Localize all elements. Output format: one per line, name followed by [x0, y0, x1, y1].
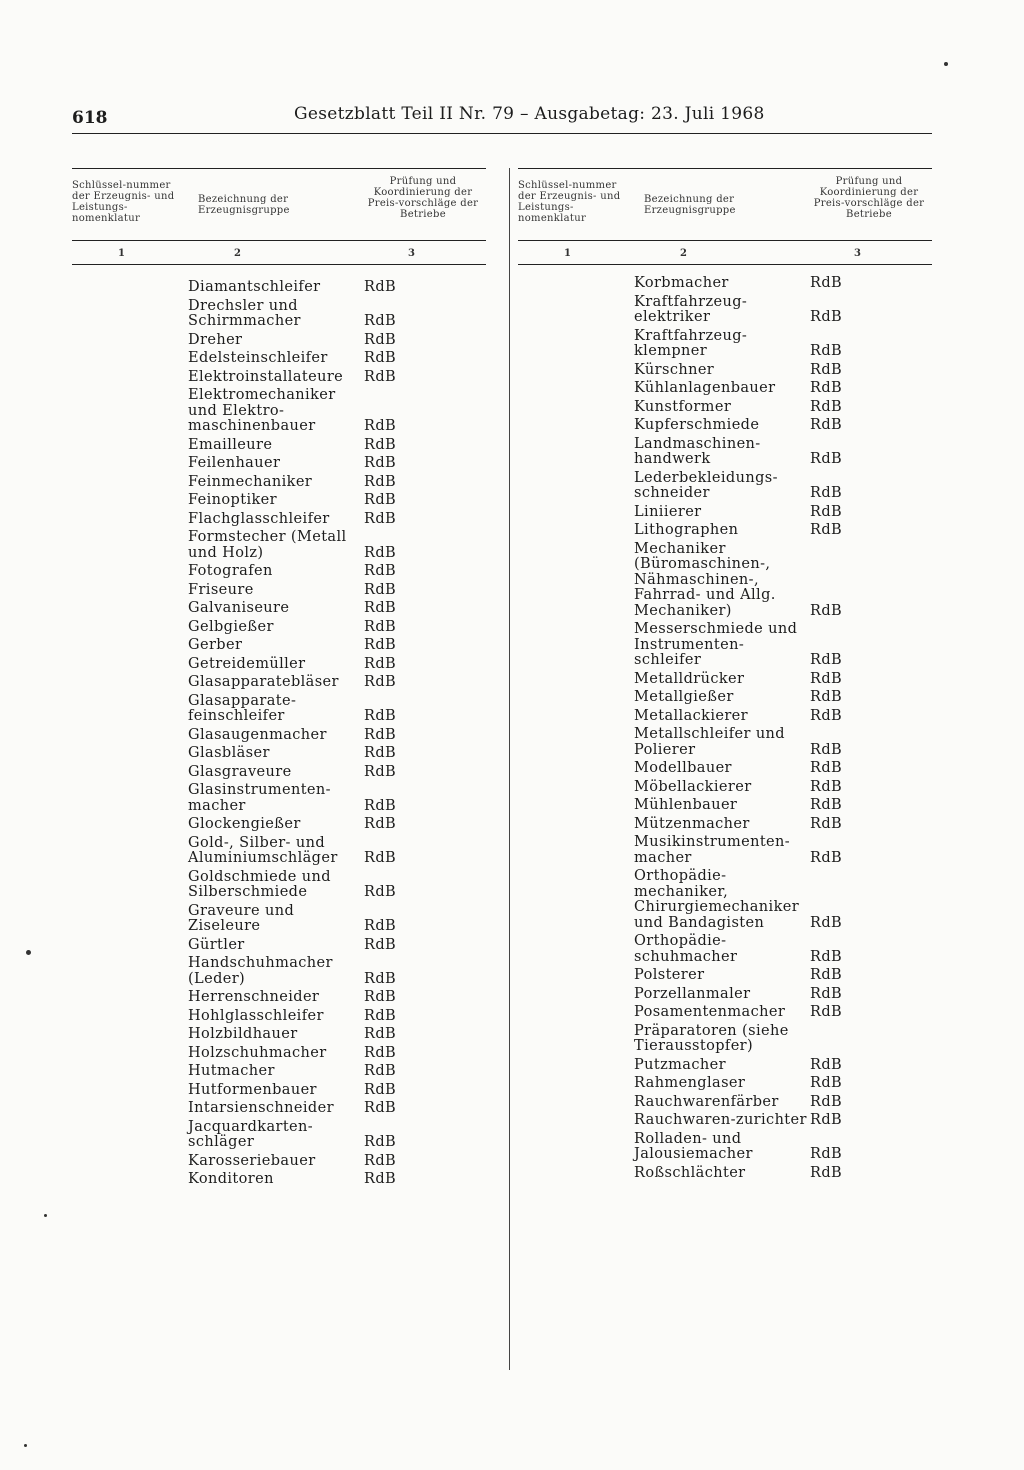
header-group-name: Bezeichnung der Erzeugnisgruppe — [644, 194, 736, 216]
group-name: Formstecher (Metall und Holz) — [188, 529, 347, 561]
table-number-rule — [518, 264, 932, 265]
entry-list — [634, 276, 934, 1184]
responsible-body: RdB — [810, 797, 843, 813]
responsible-body: RdB — [810, 778, 843, 795]
responsible-body: RdB — [364, 708, 397, 724]
group-name: Kühlanlagenbauer — [634, 380, 776, 396]
responsible-body: RdB — [364, 1044, 397, 1061]
group-name: Gold-, Silber- und Aluminiumschläger — [188, 834, 338, 866]
group-name: Hohlglasschleifer — [188, 1007, 324, 1024]
responsible-body: RdB — [364, 581, 397, 598]
group-name: Fotografen — [188, 563, 273, 579]
table-row — [634, 276, 934, 292]
group-name: Lederbekleidungs-schneider — [634, 469, 778, 501]
group-name: Musikinstrumenten-macher — [634, 834, 791, 866]
responsible-body: RdB — [364, 1152, 397, 1169]
table-row — [634, 869, 934, 931]
group-name: Getreidemüller — [188, 655, 306, 672]
table-row — [634, 987, 934, 1003]
group-name: Kupferschmiede — [634, 417, 760, 433]
responsible-body: RdB — [810, 741, 843, 758]
group-name: Rauchwarenfärber — [634, 1093, 779, 1110]
group-name: Glasgraveure — [188, 763, 292, 780]
responsible-body: RdB — [364, 436, 397, 453]
group-name: Roßschlächter — [634, 1164, 746, 1181]
group-name: Kunstformer — [634, 398, 732, 415]
responsible-body: RdB — [364, 313, 397, 329]
page-header — [72, 104, 932, 134]
table-header-rule — [518, 240, 932, 241]
group-name: Feinoptiker — [188, 492, 277, 508]
responsible-body: RdB — [810, 707, 843, 724]
column-number-3: 3 — [408, 248, 415, 259]
responsible-body: RdB — [810, 602, 843, 619]
responsible-body: RdB — [364, 936, 397, 953]
responsible-body: RdB — [364, 1063, 397, 1079]
table-row — [188, 564, 488, 580]
group-name: Konditoren — [188, 1171, 274, 1187]
responsible-body: RdB — [810, 1164, 843, 1181]
responsible-body: RdB — [364, 1171, 397, 1187]
responsible-body: RdB — [364, 1026, 397, 1042]
table-row — [634, 1166, 934, 1182]
responsible-body: RdB — [810, 849, 843, 866]
responsible-body: RdB — [810, 522, 843, 538]
group-name: Modellbauer — [634, 760, 732, 776]
responsible-body: RdB — [364, 763, 397, 780]
table-row — [634, 523, 934, 539]
table-row — [188, 1046, 488, 1062]
table-row — [634, 690, 934, 706]
table-row — [188, 675, 488, 691]
responsible-body: RdB — [810, 670, 843, 687]
table-row — [188, 438, 488, 454]
table-header-rule — [72, 240, 486, 241]
table-row — [188, 1009, 488, 1025]
group-name: Metallschleifer und Polierer — [634, 726, 785, 758]
group-name: Friseure — [188, 581, 254, 598]
table-row — [188, 1101, 488, 1117]
table-row — [634, 761, 934, 777]
table-row — [634, 1095, 934, 1111]
column-number-2: 2 — [680, 248, 687, 259]
page-title: Gesetzblatt Teil II Nr. 79 – Ausgabetag: 23. Juli 1968 — [294, 104, 765, 124]
responsible-body: RdB — [810, 361, 843, 378]
group-name: Korbmacher — [634, 275, 729, 291]
table-row — [188, 512, 488, 528]
table-row — [188, 601, 488, 617]
responsible-body: RdB — [810, 343, 843, 359]
responsible-body: RdB — [810, 451, 843, 467]
responsible-body: RdB — [364, 918, 397, 934]
group-name: Kürschner — [634, 361, 715, 378]
table-row — [188, 1064, 488, 1080]
group-name: Glasapparate-feinschleifer — [188, 692, 297, 724]
group-name: Glasinstrumenten-macher — [188, 782, 331, 814]
responsible-body: RdB — [810, 1093, 843, 1110]
group-name: Handschuhmacher (Leder) — [188, 955, 333, 987]
responsible-body: RdB — [364, 1100, 397, 1116]
table-top-rule — [518, 168, 932, 169]
table-row — [634, 329, 934, 360]
group-name: Drechsler und Schirmmacher — [188, 297, 301, 329]
table-row — [188, 728, 488, 744]
table-row — [188, 620, 488, 636]
table-row — [634, 798, 934, 814]
group-name: Kraftfahrzeug-klempner — [634, 327, 748, 359]
group-name: Möbellackierer — [634, 778, 752, 795]
responsible-body: RdB — [364, 1007, 397, 1024]
responsible-body: RdB — [364, 726, 397, 743]
group-name: Hutmacher — [188, 1063, 275, 1079]
group-name: Messerschmiede und Instrumenten-schleifer — [634, 621, 798, 668]
header-key-number: Schlüssel-nummer der Erzeugnis- und Leistungs-nomenklatur — [518, 180, 621, 224]
table-row — [188, 694, 488, 725]
table-row — [188, 1120, 488, 1151]
table-row — [188, 583, 488, 599]
responsible-body: RdB — [810, 985, 843, 1002]
responsible-body: RdB — [364, 797, 397, 814]
group-name: Metallackierer — [634, 707, 748, 724]
group-name: Herrenschneider — [188, 989, 320, 1005]
column-number-1: 1 — [564, 248, 571, 259]
responsible-body: RdB — [810, 652, 843, 668]
table-row — [188, 388, 488, 435]
table-row — [634, 672, 934, 688]
table-row — [188, 1083, 488, 1099]
group-name: Putzmacher — [634, 1056, 726, 1073]
responsible-body: RdB — [810, 1112, 843, 1128]
responsible-body: RdB — [364, 350, 397, 366]
table-row — [634, 542, 934, 620]
group-name: Polsterer — [634, 967, 705, 983]
responsible-body: RdB — [364, 816, 397, 832]
responsible-body: RdB — [810, 1056, 843, 1073]
responsible-body: RdB — [810, 380, 843, 396]
responsible-body: RdB — [364, 473, 397, 490]
table-row — [634, 727, 934, 758]
group-name: Jacquardkarten-schläger — [188, 1118, 314, 1150]
table-row — [188, 1154, 488, 1170]
group-name: Gürtler — [188, 936, 245, 953]
table-row — [634, 295, 934, 326]
group-name: Glasbläser — [188, 745, 270, 761]
group-name: Graveure und Ziseleure — [188, 902, 295, 934]
responsible-body: RdB — [810, 1146, 843, 1162]
table-row — [188, 456, 488, 472]
group-name: Mützenmacher — [634, 815, 750, 832]
column-divider — [509, 168, 510, 1370]
table-row — [188, 870, 488, 901]
responsible-body: RdB — [810, 503, 843, 520]
responsible-body: RdB — [364, 745, 397, 761]
group-name: Glockengießer — [188, 816, 301, 832]
table-row — [634, 622, 934, 669]
table-row — [634, 1058, 934, 1074]
table-row — [634, 934, 934, 965]
group-name: Rauchwaren-zurichter — [634, 1112, 807, 1128]
group-name: Gerber — [188, 637, 243, 653]
table-top-rule — [72, 168, 486, 169]
group-name: Dreher — [188, 331, 243, 348]
table-row — [188, 638, 488, 654]
table-row — [188, 299, 488, 330]
table-row — [634, 1024, 934, 1055]
column-number-3: 3 — [854, 248, 861, 259]
responsible-body: RdB — [364, 850, 397, 866]
table-row — [634, 505, 934, 521]
responsible-body: RdB — [364, 418, 397, 434]
header-rule — [72, 133, 932, 134]
header-group-name: Bezeichnung der Erzeugnisgruppe — [198, 194, 290, 216]
table-row — [188, 904, 488, 935]
group-name: Mechaniker (Büromaschinen-, Nähmaschinen-, Fahrrad- und Allg. Mechaniker) — [634, 540, 776, 619]
table-row — [188, 657, 488, 673]
scan-speck — [944, 62, 948, 66]
table-row — [188, 351, 488, 367]
responsible-body: RdB — [364, 637, 397, 653]
group-name: Edelsteinschleifer — [188, 350, 328, 366]
table-row — [188, 333, 488, 349]
responsible-body: RdB — [810, 914, 843, 931]
table-row — [188, 493, 488, 509]
responsible-body: RdB — [364, 989, 397, 1005]
group-name: Goldschmiede und Silberschmiede — [188, 868, 331, 900]
responsible-body: RdB — [364, 279, 397, 295]
group-name: Orthopädie-mechaniker, Chirurgiemechaniker und Bandagisten — [634, 868, 800, 931]
group-name: Feinmechaniker — [188, 473, 313, 490]
responsible-body: RdB — [810, 948, 843, 965]
table-row — [634, 780, 934, 796]
group-name: Orthopädie-schuhmacher — [634, 933, 738, 965]
responsible-body: RdB — [810, 485, 843, 501]
group-name: Mühlenbauer — [634, 797, 738, 813]
group-name: Glasaugenmacher — [188, 726, 327, 743]
responsible-body: RdB — [364, 618, 397, 635]
table-row — [188, 783, 488, 814]
scan-speck — [44, 1214, 47, 1217]
column-number-1: 1 — [118, 248, 125, 259]
table-row — [634, 835, 934, 866]
responsible-body: RdB — [364, 600, 397, 616]
table-row — [634, 1005, 934, 1021]
group-name: Rolladen- und Jalousiemacher — [634, 1130, 753, 1162]
responsible-body: RdB — [810, 689, 843, 705]
responsible-body: RdB — [364, 492, 397, 508]
group-name: Landmaschinen-handwerk — [634, 435, 761, 467]
group-name: Galvaniseure — [188, 600, 290, 616]
header-key-number: Schlüssel-nummer der Erzeugnis- und Leistungs-nomenklatur — [72, 180, 175, 224]
group-name: Gelbgießer — [188, 618, 274, 635]
table-row — [634, 817, 934, 833]
responsible-body: RdB — [364, 544, 397, 561]
header-price-review: Prüfung und Koordinierung der Preis-vorschläge der Betriebe — [813, 176, 925, 220]
table-row — [634, 400, 934, 416]
table-row — [634, 1132, 934, 1163]
responsible-body: RdB — [810, 309, 843, 325]
responsible-body: RdB — [810, 275, 843, 291]
table-row — [188, 817, 488, 833]
responsible-body: RdB — [810, 815, 843, 832]
group-name: Holzschuhmacher — [188, 1044, 327, 1061]
group-name: Metalldrücker — [634, 670, 745, 687]
group-name: Diamantschleifer — [188, 279, 321, 295]
group-name: Intarsienschneider — [188, 1100, 334, 1116]
table-row — [188, 938, 488, 954]
responsible-body: RdB — [810, 1075, 843, 1091]
responsible-body: RdB — [364, 455, 397, 471]
table-row — [634, 471, 934, 502]
table-row — [188, 765, 488, 781]
group-name: Metallgießer — [634, 689, 734, 705]
group-name: Elektromechaniker und Elektro-maschinenbauer — [188, 387, 336, 434]
scan-speck — [26, 950, 31, 955]
entry-list — [188, 280, 488, 1191]
table-row — [188, 746, 488, 762]
group-name: Flachglasschleifer — [188, 510, 330, 527]
table-row — [188, 530, 488, 561]
group-name: Posamentenmacher — [634, 1004, 786, 1020]
table-row — [188, 1172, 488, 1188]
table-row — [188, 280, 488, 296]
table-row — [188, 1027, 488, 1043]
column-number-2: 2 — [234, 248, 241, 259]
table-row — [188, 956, 488, 987]
responsible-body: RdB — [364, 655, 397, 672]
group-name: Emailleure — [188, 436, 273, 453]
responsible-body: RdB — [364, 1081, 397, 1098]
group-name: Holzbildhauer — [188, 1026, 298, 1042]
table-row — [188, 836, 488, 867]
responsible-body: RdB — [364, 970, 397, 987]
responsible-body: RdB — [810, 398, 843, 415]
table-row — [188, 370, 488, 386]
table-number-rule — [72, 264, 486, 265]
responsible-body: RdB — [364, 563, 397, 579]
table-row — [634, 437, 934, 468]
group-name: Porzellanmaler — [634, 985, 751, 1002]
group-name: Elektroinstallateure — [188, 368, 344, 385]
responsible-body: RdB — [810, 760, 843, 776]
group-name: Hutformenbauer — [188, 1081, 317, 1098]
responsible-body: RdB — [810, 417, 843, 433]
table-row — [634, 363, 934, 379]
responsible-body: RdB — [364, 1134, 397, 1150]
table-row — [634, 968, 934, 984]
responsible-body: RdB — [364, 884, 397, 900]
group-name: Rahmenglaser — [634, 1075, 746, 1091]
group-name: Karosseriebauer — [188, 1152, 316, 1169]
table-row — [188, 475, 488, 491]
table-row — [188, 990, 488, 1006]
group-name: Präparatoren (siehe Tierausstopfer) — [634, 1022, 789, 1054]
group-name: Glasapparatebläser — [188, 674, 339, 690]
responsible-body: RdB — [364, 331, 397, 348]
responsible-body: RdB — [364, 510, 397, 527]
responsible-body: RdB — [364, 368, 397, 385]
responsible-body: RdB — [810, 967, 843, 983]
group-name: Lithographen — [634, 522, 739, 538]
responsible-body: RdB — [364, 674, 397, 690]
group-name: Liniierer — [634, 503, 702, 520]
scan-speck — [24, 1444, 27, 1447]
table-row — [634, 381, 934, 397]
table-row — [634, 1076, 934, 1092]
header-price-review: Prüfung und Koordinierung der Preis-vorschläge der Betriebe — [367, 176, 479, 220]
table-row — [634, 418, 934, 434]
page-number: 618 — [72, 108, 108, 128]
responsible-body: RdB — [810, 1004, 843, 1020]
table-row — [634, 1113, 934, 1129]
group-name: Feilenhauer — [188, 455, 281, 471]
table-row — [634, 709, 934, 725]
group-name: Kraftfahrzeug-elektriker — [634, 293, 748, 325]
